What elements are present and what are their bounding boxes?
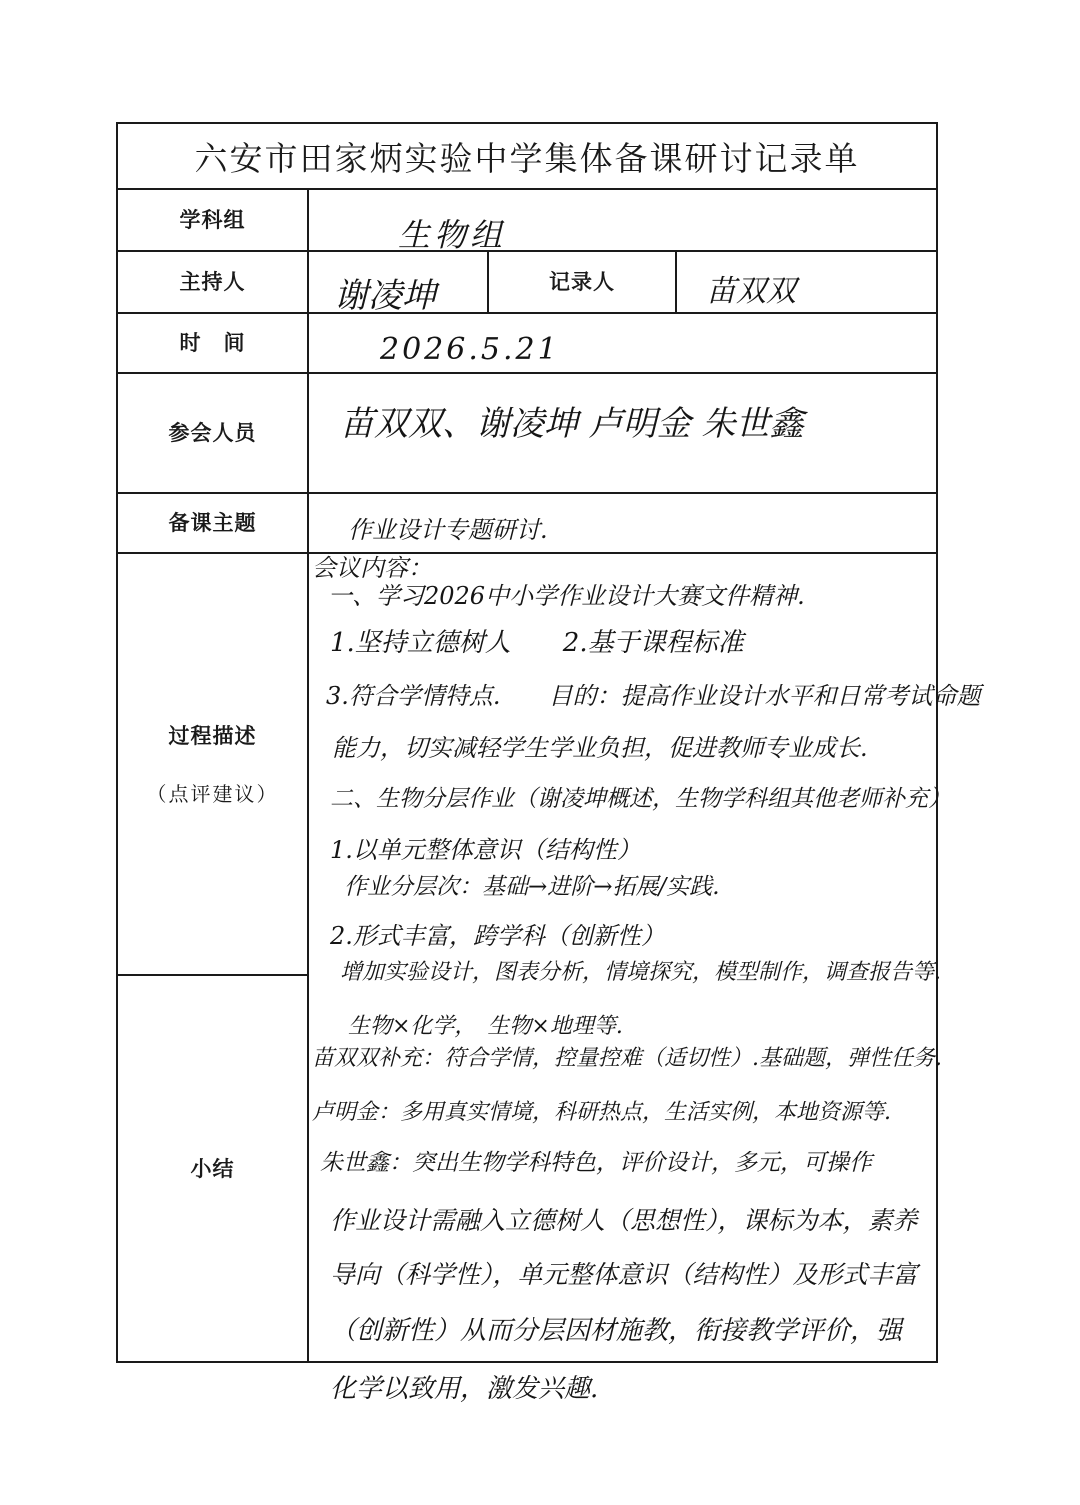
process-line: 作业分层次：基础→进阶→拓展/实践. xyxy=(344,874,720,900)
process-line: 1.坚持立德树人 2.基于课程标准 xyxy=(330,628,744,658)
process-line: 1.以单元整体意识（结构性） xyxy=(330,836,641,864)
process-line: 卢明金：多用真实情境，科研热点，生活实例，本地资源等. xyxy=(312,1100,891,1125)
topic-value: 作业设计专题研讨. xyxy=(348,516,548,544)
summary-label: 小结 xyxy=(190,1156,235,1181)
process-line: 苗双双补充：符合学情，控量控难（适切性）.基础题，弹性任务. xyxy=(312,1046,942,1071)
host-value: 谢凌坤 xyxy=(334,276,436,316)
process-line: 朱世鑫：突出生物学科特色，评价设计，多元，可操作 xyxy=(320,1150,872,1176)
summary-line: 化学以致用，激发兴趣. xyxy=(330,1374,599,1404)
process-line: 2.形式丰富，跨学科（创新性） xyxy=(330,922,665,950)
process-sublabel: （点评建议） xyxy=(146,781,279,806)
topic-label: 备课主题 xyxy=(168,511,257,535)
process-line: 一、学习2026中小学作业设计大赛文件精神. xyxy=(328,582,805,610)
process-line: 增加实验设计，图表分析，情境探究，模型制作，调查报告等. xyxy=(340,960,941,985)
participants-value: 苗双双、谢凌坤 卢明金 朱世鑫 xyxy=(340,404,804,444)
participants-label: 参会人员 xyxy=(168,421,257,445)
process-line: 会议内容： xyxy=(312,554,432,582)
time-value: 2026.5.21 xyxy=(380,332,560,367)
process-label-cell xyxy=(118,552,307,974)
summary-line: （创新性）从而分层因材施教，衔接教学评价，强 xyxy=(330,1316,903,1346)
summary-line: 导向（科学性），单元整体意识（结构性）及形式丰富 xyxy=(330,1260,918,1289)
summary-line: 作业设计需融入立德树人（思想性），课标为本，素养 xyxy=(330,1206,918,1235)
subject-group-value: 生物组 xyxy=(398,216,507,254)
form-title: 六安市田家炳实验中学集体备课研讨记录单 xyxy=(194,138,860,178)
recorder-label: 记录人 xyxy=(549,270,615,294)
process-line: 二、生物分层作业（谢凌坤概述，生物学科组其他老师补充） xyxy=(330,786,951,812)
subject-group-label: 学科组 xyxy=(179,208,246,232)
process-label: 过程描述 xyxy=(168,723,257,748)
recorder-value: 苗双双 xyxy=(706,274,796,309)
column-divider xyxy=(675,250,677,312)
process-line: 能力，切实减轻学生学业负担，促进教师专业成长. xyxy=(332,734,868,762)
host-label: 主持人 xyxy=(179,270,246,294)
process-line: 生物×化学， 生物×地理等. xyxy=(348,1014,623,1039)
time-label: 时 间 xyxy=(179,331,246,355)
column-divider xyxy=(307,188,309,1361)
process-line: 3.符合学情特点. 目的：提高作业设计水平和日常考试命题 xyxy=(326,682,981,710)
